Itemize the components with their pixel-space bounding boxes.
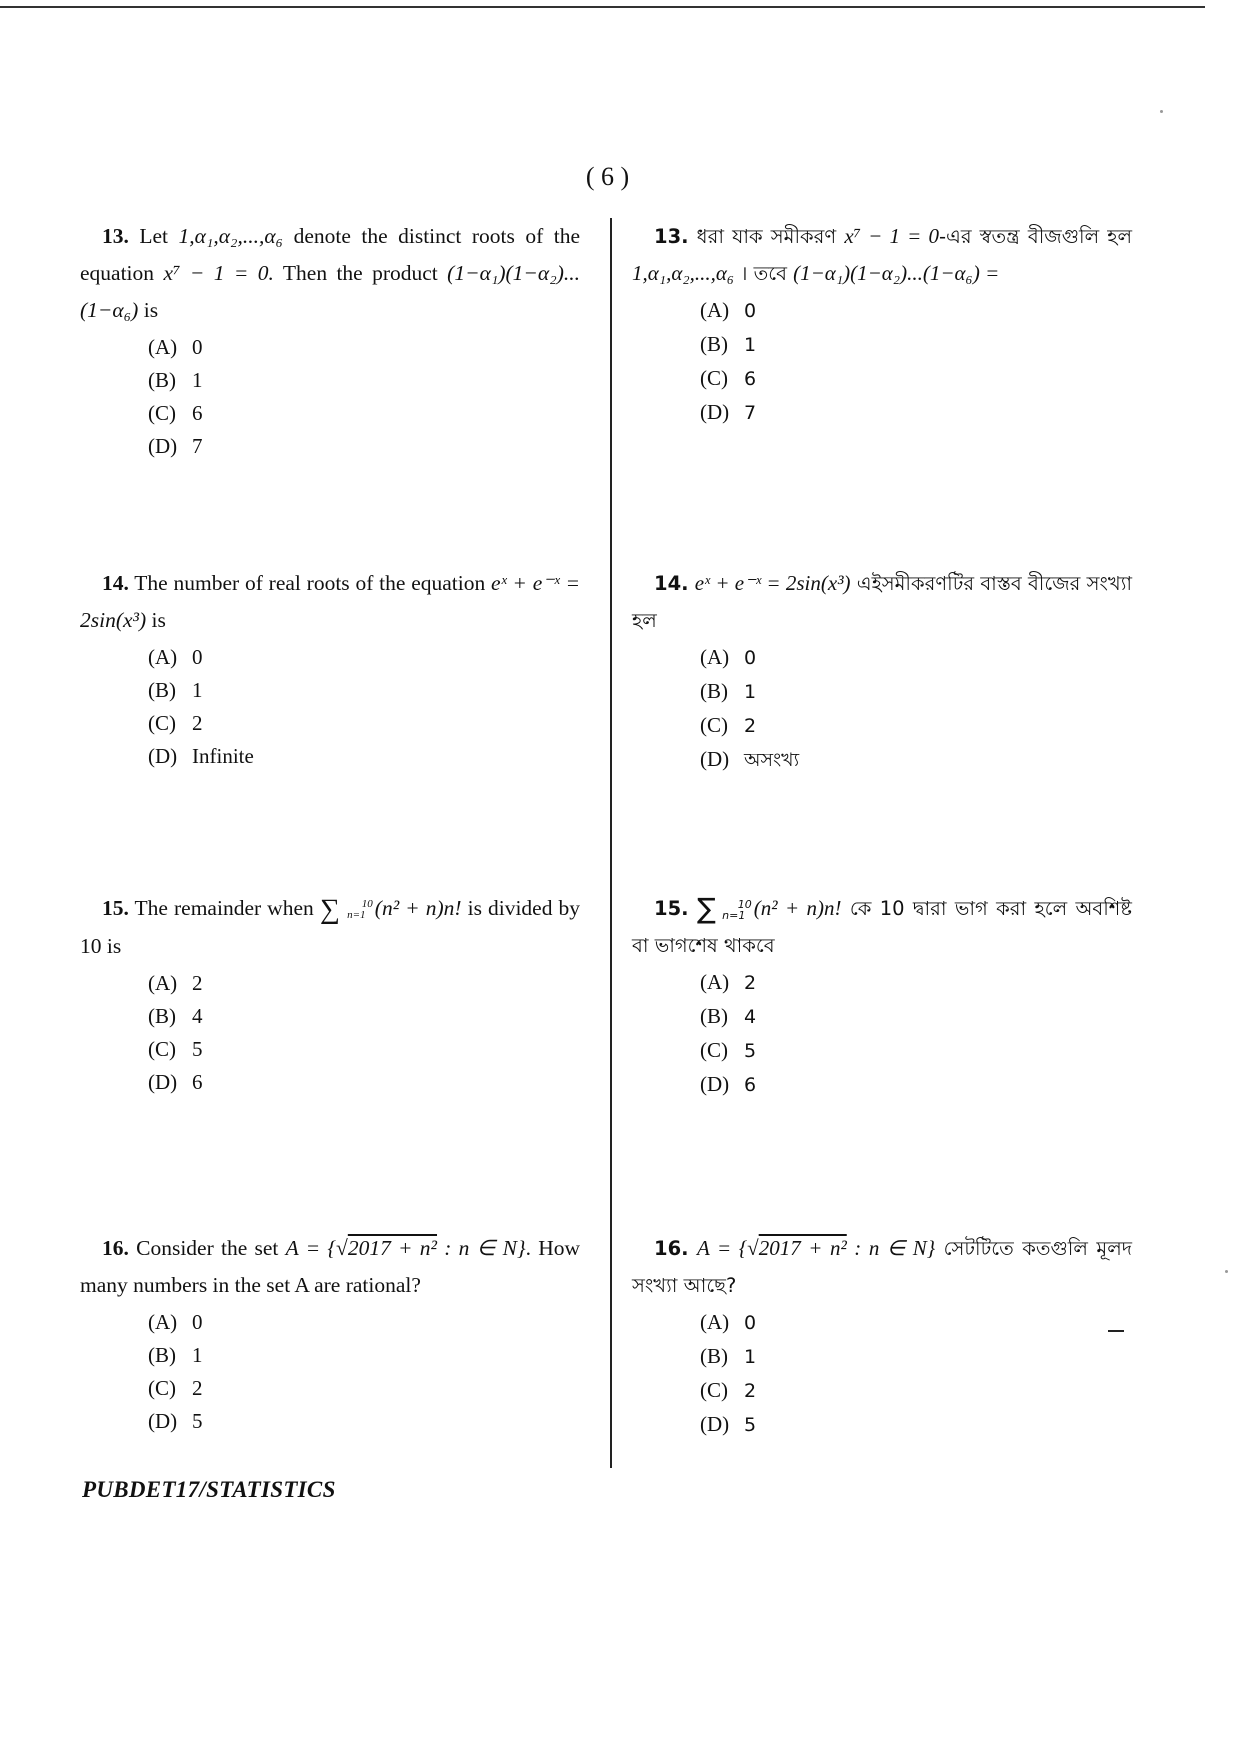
option-c bbox=[700, 1374, 1132, 1408]
option-label: (A) bbox=[148, 971, 178, 995]
option-text: 2 bbox=[744, 972, 757, 994]
option-text: 5 bbox=[744, 1040, 757, 1062]
sum-lower: n=1 bbox=[722, 908, 746, 922]
option-text: 6 bbox=[192, 401, 203, 425]
option-text: 2 bbox=[744, 1380, 757, 1402]
option-text: 0 bbox=[744, 1312, 757, 1334]
option-text: 7 bbox=[192, 434, 203, 458]
question-text: Then the product bbox=[282, 261, 438, 285]
option-label: (B) bbox=[700, 1344, 728, 1368]
option-label: (D) bbox=[148, 1409, 178, 1433]
math-set bbox=[697, 1236, 935, 1260]
option-text: 1 bbox=[192, 1343, 203, 1367]
option-c bbox=[700, 362, 1132, 396]
option-label: (C) bbox=[148, 1376, 176, 1400]
option-label: (D) bbox=[148, 744, 178, 768]
math-set bbox=[286, 1236, 526, 1260]
option-d bbox=[700, 1068, 1132, 1102]
option-text: 4 bbox=[192, 1004, 203, 1028]
question-number: 15. bbox=[102, 896, 129, 920]
option-text: 0 bbox=[744, 647, 757, 669]
question-text: is bbox=[151, 608, 166, 632]
option-d bbox=[700, 743, 1132, 777]
option-label: (B) bbox=[700, 1004, 728, 1028]
option-label: (C) bbox=[148, 1037, 176, 1061]
option-text: 5 bbox=[744, 1414, 757, 1436]
option-label: (B) bbox=[700, 679, 728, 703]
option-text: 2 bbox=[192, 1376, 203, 1400]
option-a bbox=[148, 967, 580, 1000]
column-divider bbox=[610, 218, 612, 1468]
option-label: (D) bbox=[700, 1072, 730, 1096]
option-label: (C) bbox=[700, 713, 728, 737]
option-label: (B) bbox=[148, 1004, 176, 1028]
option-c bbox=[148, 707, 580, 740]
option-d bbox=[700, 396, 1132, 430]
option-label: (A) bbox=[700, 645, 730, 669]
sum-upper: 10 bbox=[737, 897, 752, 911]
summation-limits bbox=[716, 899, 752, 921]
summation-limits bbox=[340, 899, 373, 921]
math-product: (1−α₁)(1−α₂)...(1−α₆) bbox=[80, 261, 580, 322]
option-label: (D) bbox=[700, 747, 730, 771]
question-13-stem bbox=[80, 218, 580, 329]
option-a bbox=[148, 331, 580, 364]
option-label: (C) bbox=[148, 711, 176, 735]
set-radicand: 2017 + n² bbox=[347, 1236, 438, 1260]
option-label: (B) bbox=[700, 332, 728, 356]
question-number: 14. bbox=[102, 571, 129, 595]
options-list bbox=[700, 294, 1132, 430]
question-16-english bbox=[80, 1230, 580, 1438]
option-text: 5 bbox=[192, 1037, 203, 1061]
scan-speck bbox=[1160, 110, 1163, 113]
option-label: (A) bbox=[700, 1310, 730, 1334]
option-text: 6 bbox=[744, 368, 757, 390]
question-16-stem bbox=[80, 1230, 580, 1304]
question-15-english bbox=[80, 890, 580, 1099]
question-text: is divided by 10 is bbox=[80, 896, 581, 958]
question-text: The number of real roots of the equation bbox=[134, 571, 486, 595]
math-roots: 1,α₁,α₂,...,α₆ bbox=[178, 224, 284, 248]
question-number: 16. bbox=[102, 1236, 129, 1260]
question-text: denote the distinct roots of the equation bbox=[80, 224, 580, 285]
option-label: (B) bbox=[148, 1343, 176, 1367]
question-14-english bbox=[80, 565, 580, 773]
question-text: কে 10 দ্বারা ভাগ করা হলে অবশিষ্ট বা ভাগশেষ থাকবে bbox=[632, 897, 1132, 957]
option-text: 0 bbox=[192, 335, 203, 359]
question-text: . How many numbers in the set A are rational? bbox=[80, 1236, 581, 1297]
options-list bbox=[148, 1306, 580, 1438]
set-suffix: : n ∈ N} bbox=[854, 1236, 936, 1260]
option-text: 2 bbox=[744, 715, 757, 737]
options-list bbox=[700, 966, 1132, 1102]
option-text: 5 bbox=[192, 1409, 203, 1433]
option-text: 6 bbox=[192, 1070, 203, 1094]
question-text: -এর স্বতন্ত্র বীজগুলি হল bbox=[938, 225, 1133, 248]
math-product: (1−α₁)(1−α₂)...(1−α₆) = bbox=[793, 261, 1000, 285]
option-text: 7 bbox=[744, 402, 757, 424]
question-text: Consider the set bbox=[136, 1236, 279, 1260]
question-number: 13. bbox=[102, 224, 129, 248]
option-d bbox=[148, 740, 580, 773]
options-list bbox=[148, 331, 580, 463]
question-14-stem bbox=[632, 565, 1132, 639]
question-16-bengali bbox=[632, 1230, 1132, 1442]
question-15-stem bbox=[80, 890, 580, 965]
question-13-stem bbox=[632, 218, 1132, 292]
option-a bbox=[148, 641, 580, 674]
option-text: 2 bbox=[192, 971, 203, 995]
math-equation: x⁷ − 1 = 0. bbox=[163, 261, 274, 285]
option-c bbox=[700, 1034, 1132, 1068]
option-b bbox=[148, 1339, 580, 1372]
set-suffix: : n ∈ N} bbox=[444, 1236, 526, 1260]
option-d bbox=[148, 430, 580, 463]
option-label: (C) bbox=[700, 1378, 728, 1402]
option-label: (A) bbox=[148, 335, 178, 359]
option-label: (D) bbox=[700, 400, 730, 424]
option-text: অসংখ্য bbox=[744, 749, 800, 771]
option-text: 0 bbox=[192, 1310, 203, 1334]
option-label: (D) bbox=[148, 434, 178, 458]
math-equation: eˣ + e⁻ˣ = 2sin(x³) bbox=[80, 571, 580, 632]
options-list bbox=[148, 641, 580, 773]
page-number: ( 6 ) bbox=[585, 162, 630, 191]
option-c bbox=[700, 709, 1132, 743]
option-label: (A) bbox=[700, 970, 730, 994]
option-label: (B) bbox=[148, 678, 176, 702]
top-rule bbox=[0, 6, 1205, 8]
question-text: is bbox=[143, 298, 159, 322]
set-prefix: A = {√ bbox=[697, 1236, 759, 1260]
option-label: (C) bbox=[700, 366, 728, 390]
question-text: এইসমীকরণটির বাস্তব বীজের সংখ্যা হল bbox=[632, 572, 1133, 632]
question-number: 14. bbox=[654, 572, 689, 595]
option-text: 1 bbox=[744, 334, 757, 356]
scan-mark bbox=[1108, 1330, 1124, 1332]
option-c bbox=[148, 1033, 580, 1066]
option-b bbox=[700, 328, 1132, 362]
option-text: 1 bbox=[744, 1346, 757, 1368]
math-expression: (n² + n)n! bbox=[753, 896, 842, 920]
option-a bbox=[700, 966, 1132, 1000]
option-d bbox=[700, 1408, 1132, 1442]
question-13-bengali bbox=[632, 218, 1132, 430]
question-16-stem bbox=[632, 1230, 1132, 1304]
sum-lower: n=1 bbox=[347, 909, 366, 922]
option-b bbox=[700, 1000, 1132, 1034]
option-text: 0 bbox=[744, 300, 757, 322]
option-b bbox=[148, 1000, 580, 1033]
option-label: (C) bbox=[148, 401, 176, 425]
option-c bbox=[148, 397, 580, 430]
question-15-stem bbox=[632, 890, 1132, 964]
option-label: (B) bbox=[148, 368, 176, 392]
set-radicand: 2017 + n² bbox=[758, 1236, 847, 1260]
option-label: (A) bbox=[148, 645, 178, 669]
question-14-stem bbox=[80, 565, 580, 639]
option-a bbox=[700, 1306, 1132, 1340]
option-text: 6 bbox=[744, 1074, 757, 1096]
footer-code: PUBDET17/STATISTICS bbox=[82, 1477, 336, 1502]
math-roots: 1,α₁,α₂,...,α₆ bbox=[632, 261, 735, 285]
option-label: (A) bbox=[700, 298, 730, 322]
option-d bbox=[148, 1066, 580, 1099]
option-b bbox=[700, 1340, 1132, 1374]
option-label: (A) bbox=[148, 1310, 178, 1334]
option-d bbox=[148, 1405, 580, 1438]
question-14-bengali bbox=[632, 565, 1132, 777]
option-label: (C) bbox=[700, 1038, 728, 1062]
question-number: 15. bbox=[654, 897, 689, 920]
option-text: 1 bbox=[192, 368, 203, 392]
set-prefix: A = {√ bbox=[285, 1236, 348, 1260]
option-text: Infinite bbox=[192, 744, 254, 768]
option-b bbox=[148, 674, 580, 707]
math-equation: eˣ + e⁻ˣ = 2sin(x³) bbox=[694, 571, 851, 595]
option-label: (D) bbox=[700, 1412, 730, 1436]
options-list bbox=[700, 1306, 1132, 1442]
option-text: 4 bbox=[744, 1006, 757, 1028]
option-text: 0 bbox=[192, 645, 203, 669]
option-b bbox=[700, 675, 1132, 709]
option-text: 1 bbox=[192, 678, 203, 702]
option-b bbox=[148, 364, 580, 397]
summation-symbol: ∑ bbox=[696, 892, 716, 925]
question-text: Let bbox=[139, 224, 168, 248]
sum-upper: 10 bbox=[361, 898, 373, 911]
question-text: The remainder when bbox=[134, 896, 314, 920]
summation-symbol: ∑ bbox=[319, 894, 340, 925]
question-13-english bbox=[80, 218, 580, 463]
option-a bbox=[700, 641, 1132, 675]
question-number: 13. bbox=[654, 225, 689, 248]
question-number: 16. bbox=[654, 1237, 689, 1260]
question-15-bengali bbox=[632, 890, 1132, 1102]
question-text: ধরা যাক সমীকরণ bbox=[696, 225, 837, 248]
scan-speck bbox=[1225, 1270, 1228, 1273]
option-text: 1 bbox=[744, 681, 757, 703]
question-text: সেটটিতে কতগুলি মূলদ সংখ্যা আছে? bbox=[632, 1237, 1132, 1297]
options-list bbox=[700, 641, 1132, 777]
math-equation: x⁷ − 1 = 0 bbox=[844, 224, 939, 248]
options-list bbox=[148, 967, 580, 1099]
option-label: (D) bbox=[148, 1070, 178, 1094]
math-expression: (n² + n)n! bbox=[374, 896, 462, 920]
option-text: 2 bbox=[192, 711, 203, 735]
option-c bbox=[148, 1372, 580, 1405]
option-a bbox=[700, 294, 1132, 328]
question-text: । তবে bbox=[740, 262, 787, 285]
option-a bbox=[148, 1306, 580, 1339]
